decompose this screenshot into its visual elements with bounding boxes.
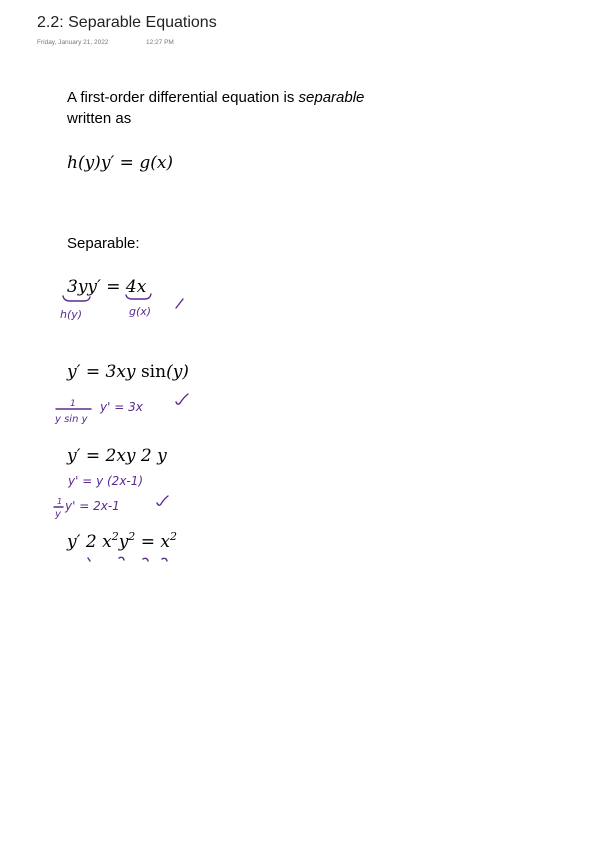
g-brace	[126, 294, 151, 299]
example-3-equation: y′ = 2xy 2 y	[67, 446, 167, 466]
h-brace	[63, 296, 90, 301]
note-g-of-x: g(x)	[129, 305, 152, 318]
note-ex3-factored: y' = y (2x-1)	[68, 474, 144, 488]
general-form-equation: h(y)y′ = g(x)	[67, 153, 174, 173]
example-4-exp-3: 2	[169, 530, 177, 543]
note-ex3-separated: y' = 2x-1	[65, 499, 120, 513]
example-2-sin: sin	[140, 362, 167, 382]
example-4-part-c: = x	[135, 532, 170, 552]
example-2-lhs: y′ = 3xy	[67, 362, 141, 382]
note-ex3-denominator: y	[55, 509, 61, 520]
check-mark-2	[176, 394, 188, 404]
intro-text: A first-order differential equation is	[67, 89, 299, 106]
example-4-exp-2: 2	[128, 530, 136, 543]
example-1-equation: 3yy′ = 4x	[67, 277, 147, 297]
intro-emphasis: separable	[298, 89, 365, 106]
note-h-of-y: h(y)	[60, 308, 83, 321]
check-mark-1	[176, 299, 183, 308]
note-ex3-numerator: 1	[57, 497, 63, 506]
note-ex2-result: y' = 3x	[100, 400, 143, 414]
page-date: Friday, January 21, 2022	[37, 39, 109, 46]
example-2-arg: (y)	[166, 362, 189, 382]
note-ex2-denominator: y sin y	[55, 414, 88, 425]
page-time: 12:27 PM	[146, 39, 174, 46]
page-title: 2.2: Separable Equations	[37, 14, 217, 31]
section-label: Separable:	[67, 235, 140, 252]
check-mark-3	[157, 496, 168, 505]
example-4-exp-1: 2	[111, 530, 119, 543]
intro-line-2: written as	[67, 110, 132, 127]
example-4-part-a: y′ 2 x	[67, 532, 112, 552]
example-4-part-b: y	[118, 532, 129, 552]
cutoff-ink	[88, 557, 167, 561]
note-ex2-numerator: 1	[70, 399, 76, 409]
